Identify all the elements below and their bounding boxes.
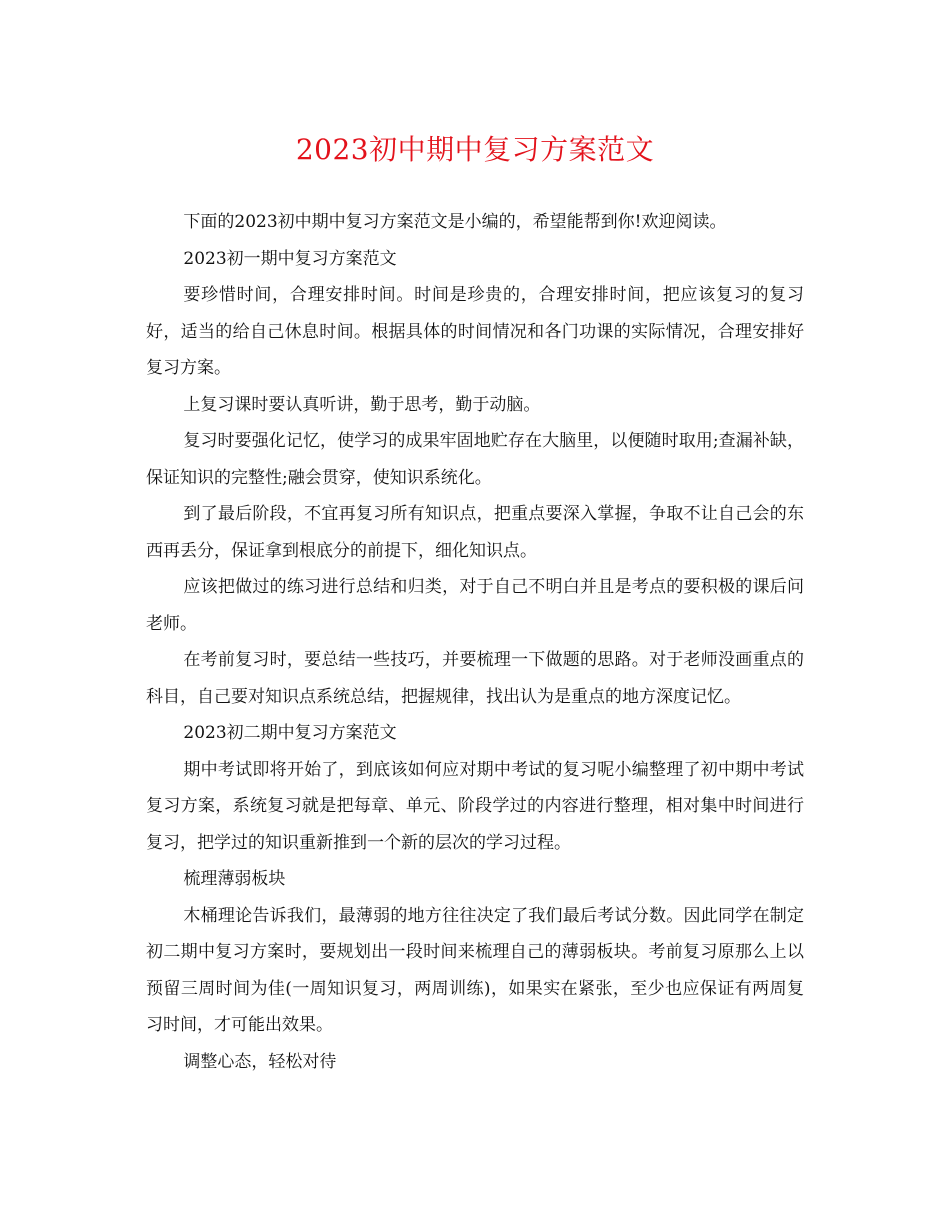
subheading-adjust-mindset: 调整心态，轻松对待	[183, 1051, 337, 1072]
paragraph-strengthen-memory: 复习时要强化记忆，使学习的成果牢固地贮存在大脑里，以便随时取用;查漏补缺，保证知识的完整性;融会贯穿，使知识系统化。	[146, 431, 804, 488]
document-title: 2023初中期中复习方案范文	[295, 133, 655, 166]
intro-paragraph: 下面的2023初中期中复习方案范文是小编的，希望能帮到你!欢迎阅读。	[183, 212, 727, 232]
paragraph-listen-in-class: 上复习课时要认真听讲，勤于思考，勤于动脑。	[183, 394, 541, 415]
paragraph-summarize-exercises: 应该把做过的练习进行总结和归类，对于自己不明白并且是考点的要积极的课后问老师。	[146, 577, 804, 634]
subheading-weak-areas: 梳理薄弱板块	[183, 869, 286, 889]
section-heading-grade-two: 2023初二期中复习方案范文	[183, 723, 397, 743]
document-body	[146, 204, 804, 1080]
paragraph-bucket-theory: 木桶理论告诉我们，最薄弱的地方往往决定了我们最后考试分数。因此同学在制定初二期中复习方案时，要规划出一段时间来梳理自己的薄弱板块。考前复习原那么上以预留三周时间为佳(一周知识复习，两周训练)，如果实在紧张，至少也应保证有两周复习时间，才可能出效果。	[146, 905, 804, 1035]
section-heading-grade-one: 2023初一期中复习方案范文	[183, 248, 397, 269]
paragraph-final-stage: 到了最后阶段，不宜再复习所有知识点，把重点要深入掌握，争取不让自己会的东西再丢分，保证拿到根底分的前提下，细化知识点。	[146, 504, 804, 561]
paragraph-time-management: 要珍惜时间，合理安排时间。时间是珍贵的，合理安排时间，把应该复习的复习好，适当的给自己休息时间。根据具体的时间情况和各门功课的实际情况，合理安排好复习方案。	[146, 285, 804, 378]
paragraph-pre-exam-review: 在考前复习时，要总结一些技巧，并要梳理一下做题的思路。对于老师没画重点的科目，自己要对知识点系统总结，把握规律，找出认为是重点的地方深度记忆。	[146, 650, 804, 707]
paragraph-midterm-intro: 期中考试即将开始了，到底该如何应对期中考试的复习呢小编整理了初中期中考试复习方案，系统复习就是把每章、单元、阶段学过的内容进行整理，相对集中时间进行复习，把学过的知识重新推到一个新的层次的学习过程。	[146, 759, 804, 853]
